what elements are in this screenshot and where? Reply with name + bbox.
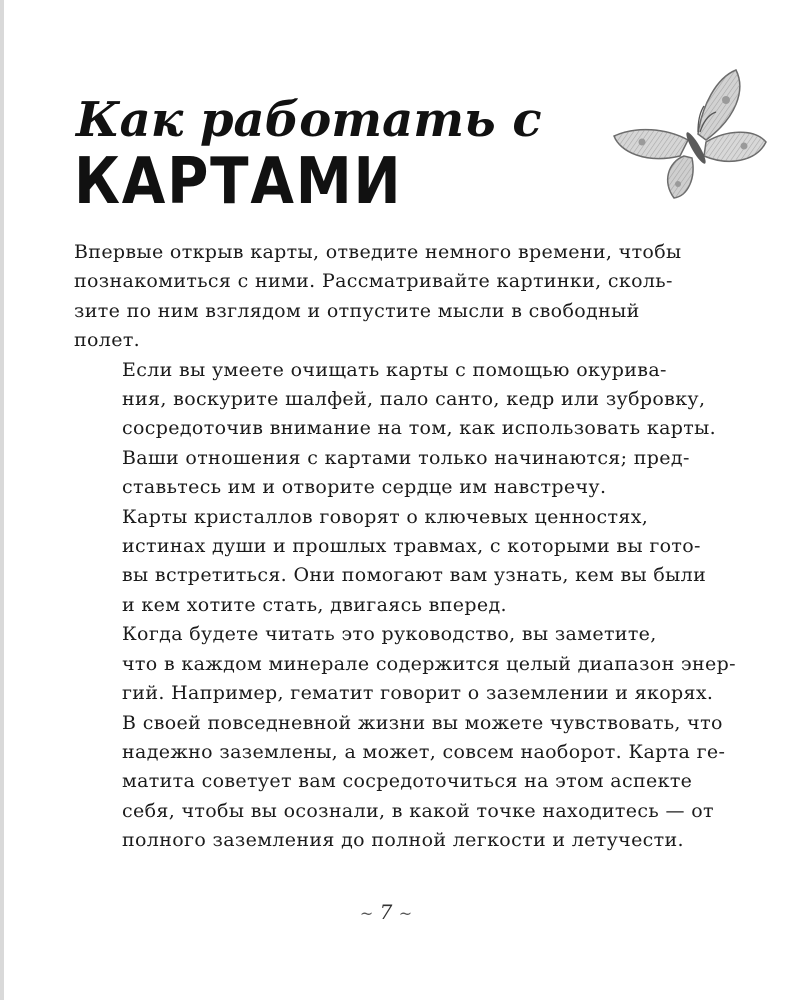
text-line: сосредоточив внимание на том, как использовать карты. — [122, 417, 717, 440]
text-line: полет. — [74, 329, 141, 352]
text-line: ставьтесь им и отворите сердце им навстречу. — [122, 476, 607, 499]
text-line: познакомиться с ними. Рассматривайте картинки, сколь- — [74, 270, 673, 293]
page-edge — [0, 0, 4, 1000]
ornament-right: ~ — [398, 904, 413, 923]
body-text — [74, 238, 736, 856]
text-line: и кем хотите стать, двигаясь вперед. — [122, 593, 507, 616]
text-line: гий. Например, гематит говорит о заземлении и якорях. — [122, 682, 714, 705]
text-line: надежно заземлены, а может, совсем наоборот. Карта ге- — [122, 740, 726, 763]
text-line: Если вы умеете очищать карты с помощью окурива- — [122, 358, 667, 381]
paragraph — [74, 503, 707, 621]
text-line: Ваши отношения с картами только начинаются; пред- — [122, 446, 690, 469]
text-line: ния, воскурите шалфей, пало санто, кедр или зубровку, — [122, 388, 706, 411]
page-number — [356, 900, 416, 924]
text-line: полного заземления до полной легкости и летучести. — [122, 829, 684, 852]
text-line: истинах души и прошлых травмах, с которыми вы гото- — [122, 535, 701, 558]
text-line: вы встретиться. Они помогают вам узнать, кем вы были — [122, 564, 707, 587]
paragraph — [74, 356, 717, 503]
text-line: Когда будете читать это руководство, вы заметите, — [122, 623, 657, 646]
ornament-left: ~ — [359, 904, 374, 923]
chapter-title-script: Как работать с — [76, 92, 542, 148]
page-number-value: 7 — [379, 900, 393, 924]
text-line: что в каждом минерале содержится целый диапазон энер- — [122, 652, 736, 675]
paragraph — [74, 620, 736, 855]
butterfly-icon — [606, 66, 770, 202]
paragraph — [74, 238, 694, 356]
chapter-title-main: КАРТАМИ — [74, 145, 403, 219]
text-line: матита советует вам сосредоточиться на этом аспекте — [122, 770, 693, 793]
text-line: Карты кристаллов говорят о ключевых ценностях, — [122, 505, 649, 528]
text-line: Впервые открыв карты, отведите немного времени, чтобы — [74, 241, 682, 263]
text-line: зите по ним взглядом и отпустите мысли в свободный — [74, 299, 640, 322]
text-line: В своей повседневной жизни вы можете чувствовать, что — [122, 711, 723, 734]
text-line: себя, чтобы вы осознали, в какой точке находитесь — от — [122, 799, 714, 822]
